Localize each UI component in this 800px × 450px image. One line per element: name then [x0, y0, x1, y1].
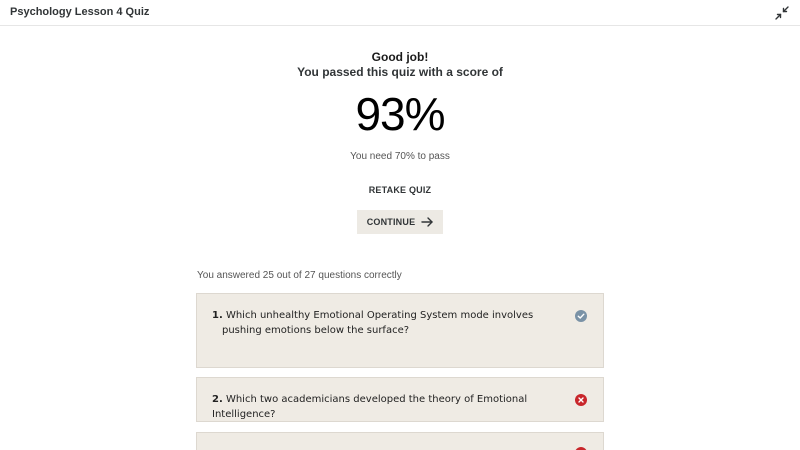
collapse-arrows-icon[interactable] — [774, 5, 790, 21]
question-card-3[interactable] — [196, 432, 604, 450]
continue-button[interactable] — [357, 210, 444, 234]
arrow-right-icon — [421, 217, 433, 227]
result-message: You passed this quiz with a score of — [297, 65, 503, 79]
quiz-result-panel — [0, 50, 800, 234]
question-number: 1. — [212, 310, 223, 321]
pass-requirement: You need 70% to pass — [350, 151, 450, 162]
question-text — [212, 308, 562, 338]
continue-label: CONTINUE — [366, 217, 416, 227]
question-text — [212, 392, 562, 422]
question-card-2[interactable] — [196, 377, 604, 422]
question-body: Which unhealthy Emotional Operating System mode involves pushing emotions below the surface? — [222, 310, 534, 336]
answer-summary: You answered 25 out of 27 questions correctly — [197, 270, 402, 281]
quiz-title: Psychology Lesson 4 Quiz — [10, 6, 150, 18]
x-circle-icon — [575, 394, 587, 406]
question-body: Which two academicians developed the theory of Emotional Intelligence? — [212, 394, 528, 420]
retake-quiz-button[interactable]: RETAKE QUIZ — [368, 185, 432, 195]
question-number: 2. — [212, 394, 223, 405]
question-card-1[interactable] — [196, 293, 604, 368]
result-heading: Good job! — [371, 50, 429, 64]
score-value: 93% — [355, 88, 445, 140]
header-bar — [0, 0, 800, 26]
check-circle-icon — [575, 310, 587, 322]
